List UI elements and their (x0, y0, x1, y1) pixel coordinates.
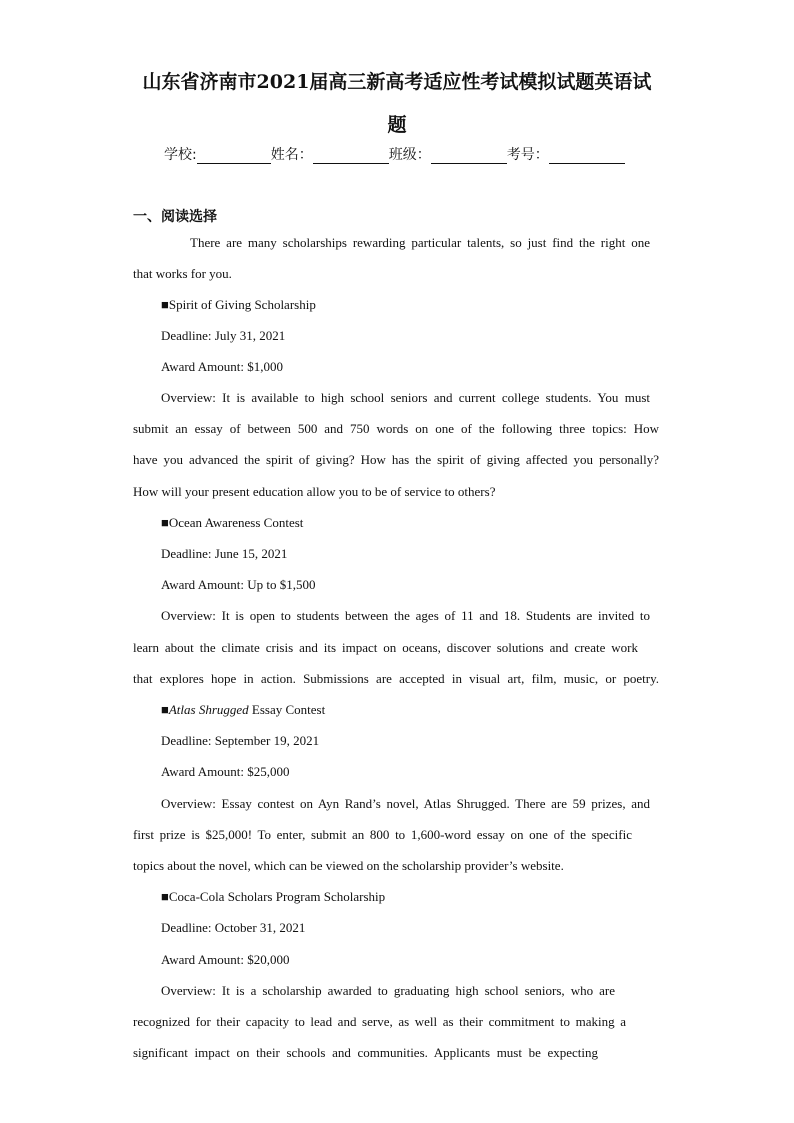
entry-name: ■Spirit of Giving Scholarship (161, 297, 316, 312)
entry-deadline: Deadline: September 19, 2021 (161, 733, 320, 748)
exam-title-line1: 山东省济南市2021届高三新高考适应性考试模拟试题英语试 (142, 71, 652, 93)
school-blank[interactable] (197, 149, 271, 164)
entry-award: Award Amount: $20,000 (161, 952, 290, 967)
entry-overview-line: recognized for their capacity to lead and serve, as well as their commitment to making a (133, 1014, 626, 1029)
entry-name (161, 702, 325, 718)
entry-overview-line: significant impact on their schools and communities. Applicants must be expecting (133, 1045, 598, 1060)
exam-no-blank[interactable] (549, 149, 625, 164)
entry-overview-line: Overview: Essay contest on Ayn Rand’s novel, Atlas Shrugged. There are 59 prizes, and (161, 796, 650, 811)
section-heading: 一、阅读选择 (133, 209, 217, 225)
entry-overview-line: Overview: It is a scholarship awarded to graduating high school seniors, who are (161, 983, 615, 998)
class-label: 班级： (388, 147, 431, 163)
entry-overview-line: How will your present education allow you to be of service to others? (133, 484, 496, 499)
intro-line: There are many scholarships rewarding particular talents, so just find the right one (190, 235, 650, 250)
entry-name-prefix: ■ (161, 702, 169, 717)
entry-overview-line: that explores hope in action. Submissions are accepted in visual art, film, music, or poetry. (133, 671, 659, 686)
entry-deadline: Deadline: October 31, 2021 (161, 920, 306, 935)
entry-award: Award Amount: $1,000 (161, 359, 283, 374)
entry-deadline: Deadline: July 31, 2021 (161, 328, 286, 343)
entry-deadline: Deadline: June 15, 2021 (161, 546, 288, 561)
class-blank[interactable] (431, 149, 507, 164)
entry-overview-line: first prize is $25,000! To enter, submit an 800 to 1,600-word essay on one of the specific (133, 827, 632, 842)
entry-overview-line: learn about the climate crisis and its impact on oceans, discover solutions and create work (133, 640, 638, 655)
entry-name-suffix: Essay Contest (248, 702, 326, 717)
exam-no-label: 考号： (506, 147, 549, 163)
entry-award: Award Amount: $25,000 (161, 764, 290, 779)
entry-overview-line: Overview: It is available to high school seniors and current college students. You must (161, 390, 650, 405)
name-label: 姓名： (270, 147, 313, 163)
intro-line: that works for you. (133, 266, 232, 281)
name-blank[interactable] (313, 149, 389, 164)
entry-award: Award Amount: Up to $1,500 (161, 577, 316, 592)
entry-overview-line: have you advanced the spirit of giving? How has the spirit of giving affected you personally? (133, 452, 659, 467)
entry-overview-line: submit an essay of between 500 and 750 words on one of the following three topics: How (133, 421, 659, 436)
entry-overview-line: topics about the novel, which can be viewed on the scholarship provider’s website. (133, 858, 564, 873)
student-info-fields (164, 146, 625, 164)
entry-name: ■Ocean Awareness Contest (161, 515, 304, 530)
exam-title-line2: 题 (387, 114, 407, 136)
entry-name: ■Coca-Cola Scholars Program Scholarship (161, 889, 386, 904)
entry-overview-line: Overview: It is open to students between the ages of 11 and 18. Students are invited to (161, 608, 650, 623)
book-title: Atlas Shrugged (168, 702, 249, 717)
school-label: 学校: (164, 147, 197, 163)
